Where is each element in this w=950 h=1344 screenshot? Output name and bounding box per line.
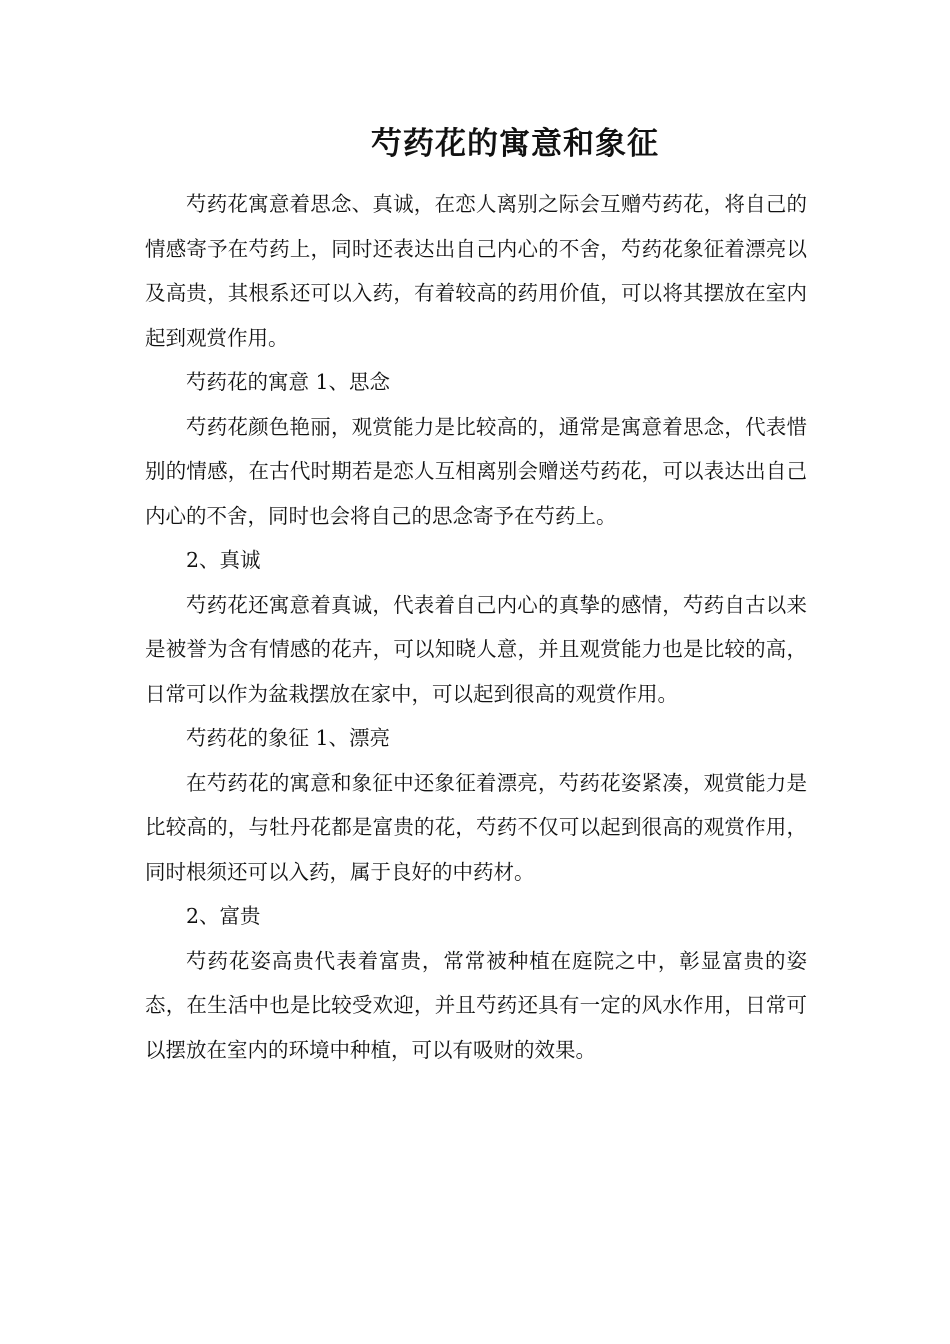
section-heading-symbol-2: 2、富贵	[186, 904, 261, 928]
paragraph-symbol-2: 芍药花姿高贵代表着富贵，常常被种植在庭院之中，彰显富贵的姿态，在生活中也是比较受欢迎，并且芍药还具有一定的风水作用，日常可以摆放在室内的环境中种植，可以有吸财的效果。	[145, 948, 807, 1062]
document-body	[145, 182, 807, 1072]
section-heading-symbol-1: 芍药花的象征 1、漂亮	[186, 726, 391, 750]
paragraph-symbol-1: 在芍药花的寓意和象征中还象征着漂亮，芍药花姿紧凑，观赏能力是比较高的，与牡丹花都是富贵的花，芍药不仅可以起到很高的观赏作用，同时根须还可以入药，属于良好的中药材。	[145, 770, 807, 884]
paragraph-meaning-2: 芍药花还寓意着真诚，代表着自己内心的真挚的感情，芍药自古以来是被誉为含有情感的花卉，可以知晓人意，并且观赏能力也是比较的高，日常可以作为盆栽摆放在家中，可以起到很高的观赏作用。	[145, 592, 807, 706]
section-heading-meaning-2: 2、真诚	[186, 548, 261, 572]
section-heading-meaning-1: 芍药花的寓意 1、思念	[186, 370, 391, 394]
paragraph-intro: 芍药花寓意着思念、真诚，在恋人离别之际会互赠芍药花，将自己的情感寄予在芍药上，同时还表达出自己内心的不舍，芍药花象征着漂亮以及高贵，其根系还可以入药，有着较高的药用价值，可以将其摆放在室内起到观赏作用。	[145, 192, 807, 350]
document-title: 芍药花的寓意和象征	[371, 126, 659, 162]
paragraph-meaning-1: 芍药花颜色艳丽，观赏能力是比较高的，通常是寓意着思念，代表惜别的情感，在古代时期若是恋人互相离别会赠送芍药花，可以表达出自己内心的不舍，同时也会将自己的思念寄予在芍药上。	[145, 414, 807, 528]
